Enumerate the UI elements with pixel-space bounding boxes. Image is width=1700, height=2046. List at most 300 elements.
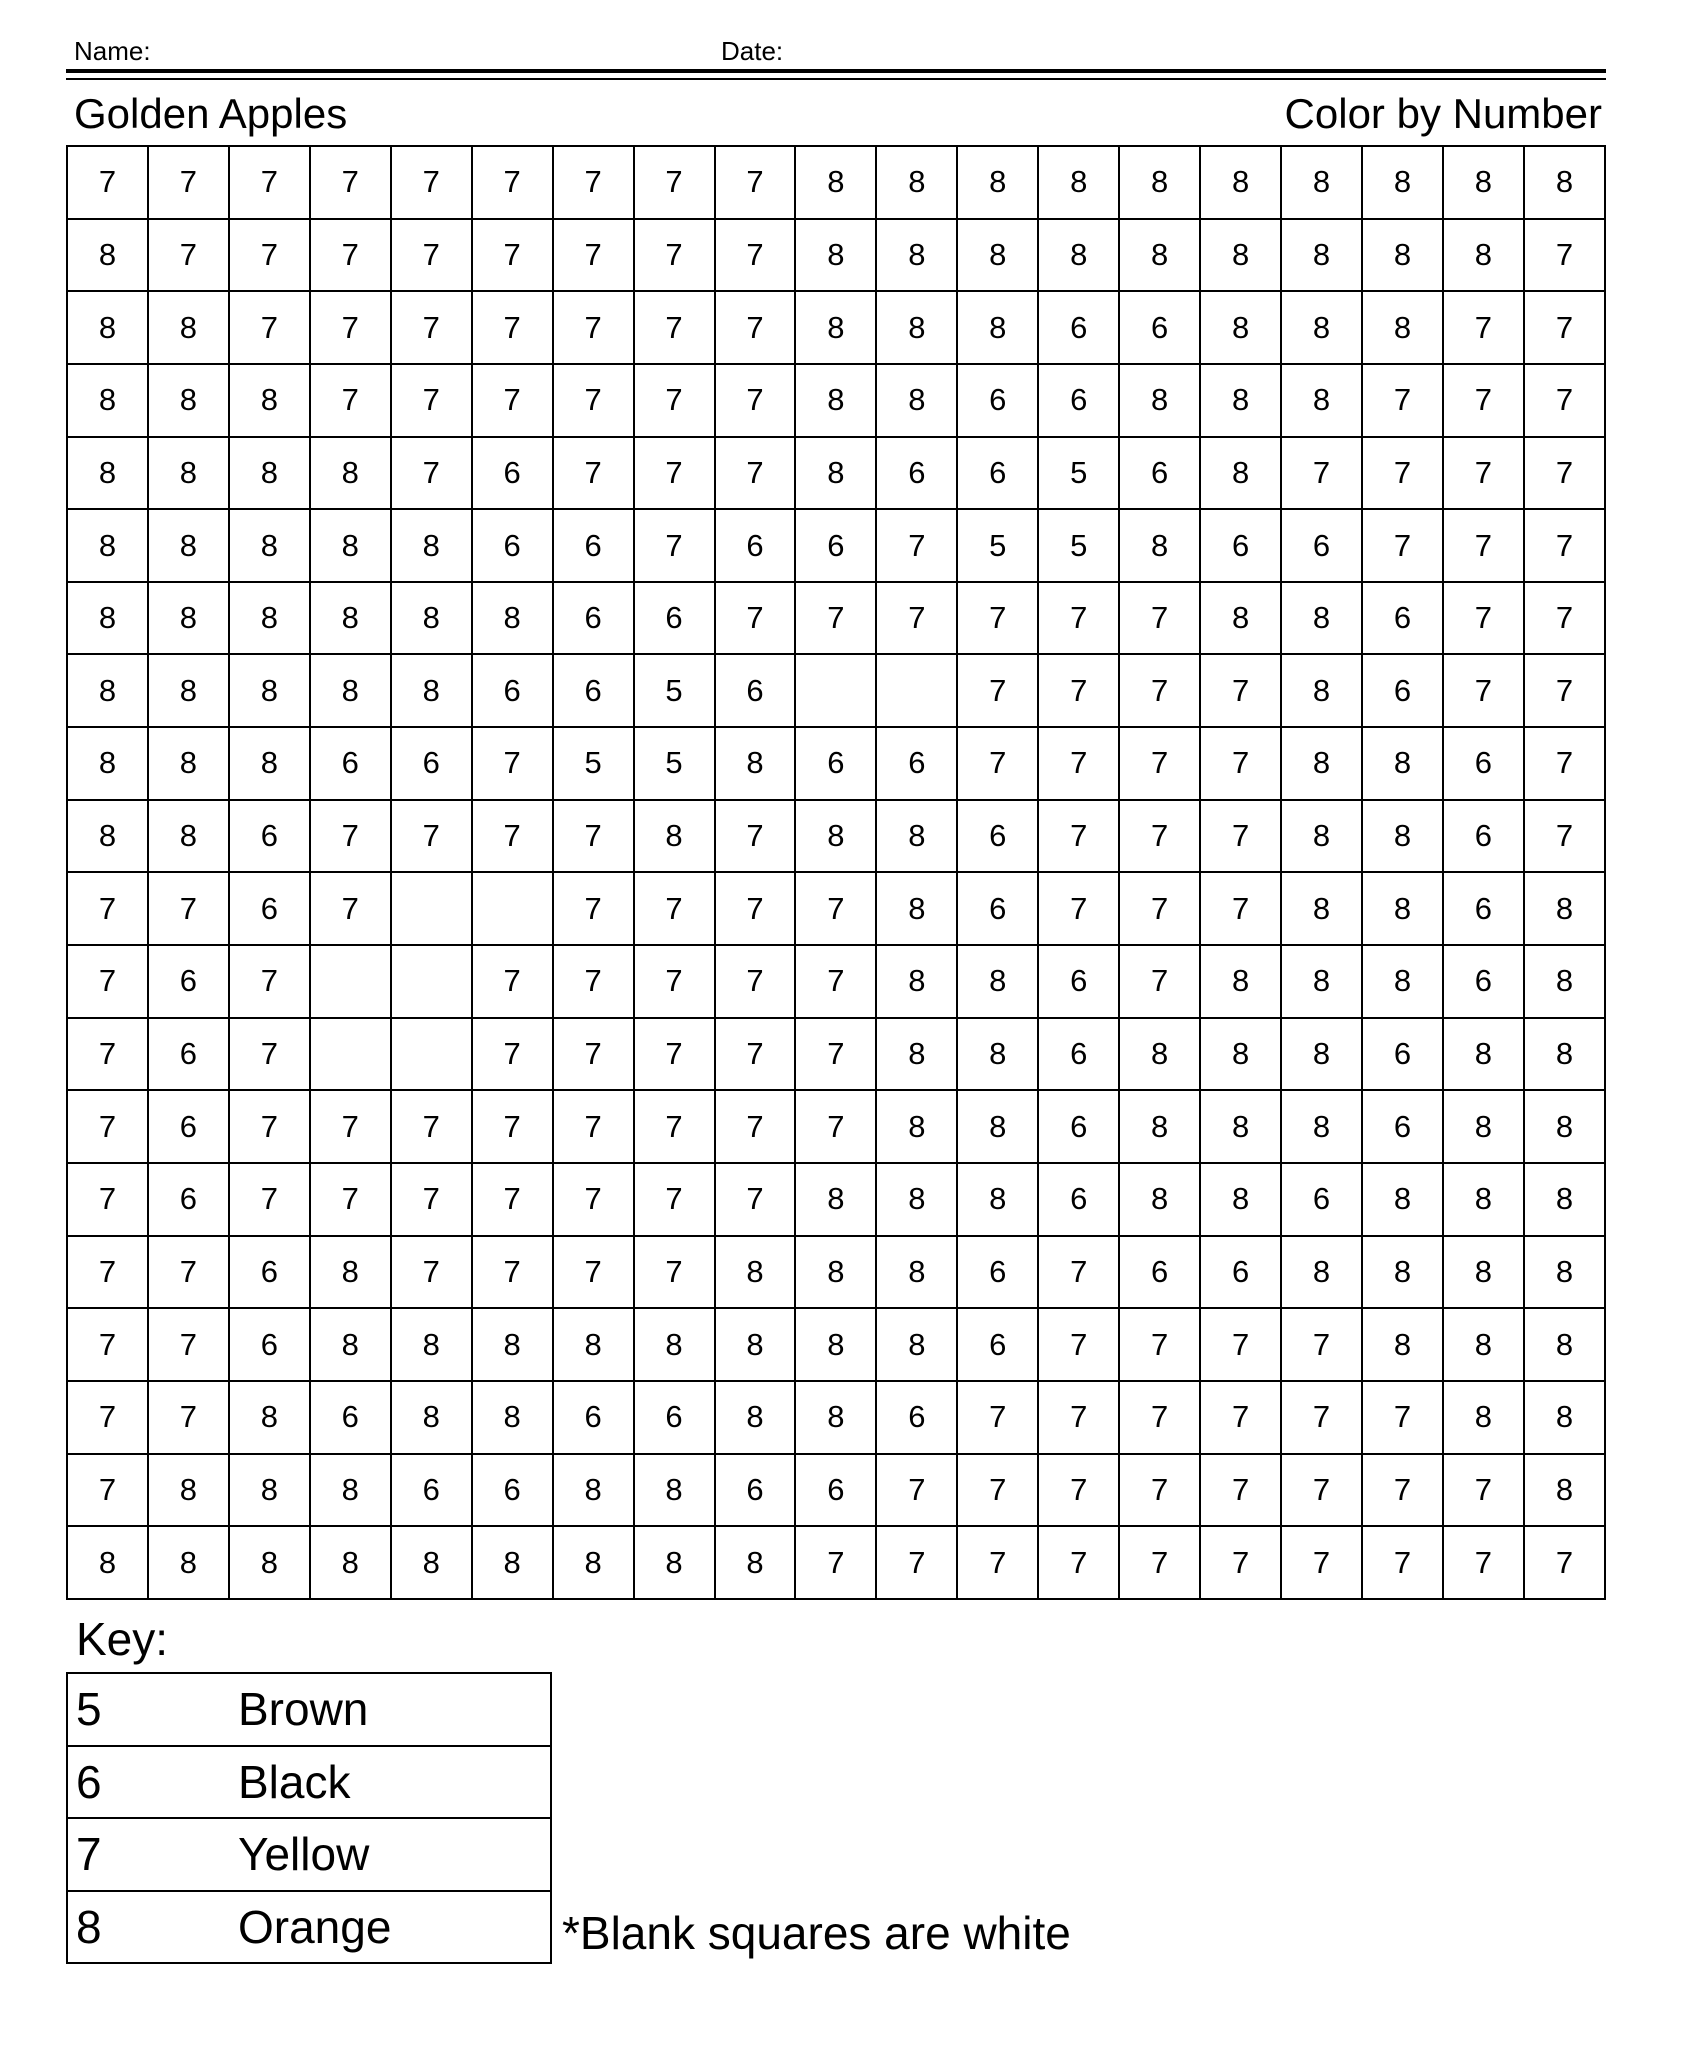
grid-cell: 8 [795, 146, 876, 219]
grid-cell: 7 [1362, 364, 1443, 437]
grid-cell: 8 [1524, 1454, 1605, 1527]
grid-cell: 8 [229, 364, 310, 437]
grid-cell: 6 [795, 509, 876, 582]
color-by-number-grid [66, 145, 1606, 1600]
grid-cell: 7 [67, 1454, 148, 1527]
grid-cell: 7 [229, 1090, 310, 1163]
grid-cell: 8 [1200, 1018, 1281, 1091]
grid-cell: 6 [553, 582, 634, 655]
grid-cell: 7 [715, 945, 796, 1018]
grid-cell: 8 [310, 1454, 391, 1527]
grid-cell: 8 [1524, 1018, 1605, 1091]
grid-cell: 7 [67, 1308, 148, 1381]
grid-cell: 8 [391, 654, 472, 727]
grid-cell: 7 [715, 219, 796, 292]
grid-cell: 7 [67, 1163, 148, 1236]
grid-cell: 8 [472, 1526, 553, 1599]
grid-cell: 7 [1200, 872, 1281, 945]
date-label: Date: [721, 36, 784, 66]
grid-cell: 7 [1119, 1308, 1200, 1381]
grid-cell: 7 [795, 582, 876, 655]
key-row [67, 1891, 551, 1964]
grid-cell: 7 [634, 872, 715, 945]
grid-cell: 7 [472, 1163, 553, 1236]
worksheet-title: Golden Apples [74, 90, 348, 137]
grid-cell: 7 [1281, 437, 1362, 510]
grid-cell: 8 [876, 800, 957, 873]
grid-cell: 6 [1443, 945, 1524, 1018]
grid-cell: 7 [472, 146, 553, 219]
grid-cell: 6 [1038, 1090, 1119, 1163]
grid-cell: 8 [1443, 146, 1524, 219]
grid-cell: 8 [148, 582, 229, 655]
grid-cell: 7 [67, 1381, 148, 1454]
grid-cell: 7 [148, 872, 229, 945]
grid-cell: 5 [634, 727, 715, 800]
grid-cell: 8 [1362, 800, 1443, 873]
grid-cell: 7 [1200, 1381, 1281, 1454]
grid-cell: 8 [1281, 727, 1362, 800]
grid-cell: 7 [634, 291, 715, 364]
grid-cell: 7 [553, 1236, 634, 1309]
grid-cell: 7 [1281, 1308, 1362, 1381]
key-number: 7 [67, 1818, 238, 1891]
grid-cell: 6 [1281, 509, 1362, 582]
grid-cell: 8 [229, 509, 310, 582]
key-color: Brown [238, 1673, 551, 1746]
grid-cell: 7 [1524, 654, 1605, 727]
grid-cell: 8 [1281, 219, 1362, 292]
grid-cell: 7 [715, 1163, 796, 1236]
grid-cell: 7 [67, 1236, 148, 1309]
grid-cell: 8 [472, 1381, 553, 1454]
grid-cell: 7 [1362, 437, 1443, 510]
grid-cell: 7 [634, 509, 715, 582]
grid-cell: 8 [1200, 291, 1281, 364]
grid-cell: 7 [229, 945, 310, 1018]
grid-row [67, 727, 1605, 800]
name-label: Name: [74, 36, 151, 66]
grid-cell: 6 [553, 1381, 634, 1454]
grid-cell: 8 [1119, 509, 1200, 582]
grid-cell: 8 [1200, 945, 1281, 1018]
grid-cell: 7 [876, 582, 957, 655]
grid-row [67, 872, 1605, 945]
grid-cell: 7 [229, 291, 310, 364]
grid-cell: 8 [1038, 146, 1119, 219]
grid-cell: 7 [957, 582, 1038, 655]
grid-cell: 8 [148, 437, 229, 510]
key-color: Black [238, 1746, 551, 1819]
grid-cell: 7 [957, 1526, 1038, 1599]
grid-cell: 7 [1443, 654, 1524, 727]
grid-cell: 7 [1524, 509, 1605, 582]
grid-cell: 6 [876, 437, 957, 510]
grid-cell: 7 [634, 364, 715, 437]
grid-cell: 6 [472, 654, 553, 727]
grid-cell: 8 [1524, 1090, 1605, 1163]
grid-cell: 6 [1119, 437, 1200, 510]
grid-cell: 7 [391, 219, 472, 292]
grid-cell: 8 [876, 1163, 957, 1236]
grid-row [67, 1018, 1605, 1091]
grid-cell: 7 [1038, 1381, 1119, 1454]
grid-cell: 7 [1038, 1454, 1119, 1527]
grid-cell: 7 [553, 146, 634, 219]
grid-cell: 8 [715, 1308, 796, 1381]
grid-cell: 8 [229, 582, 310, 655]
grid-cell: 7 [148, 219, 229, 292]
grid-cell: 7 [1119, 1454, 1200, 1527]
grid-cell: 6 [957, 872, 1038, 945]
grid-cell: 6 [1362, 582, 1443, 655]
grid-cell: 8 [1119, 146, 1200, 219]
grid-cell: 8 [67, 582, 148, 655]
grid-cell: 7 [1119, 945, 1200, 1018]
grid-cell: 7 [1038, 727, 1119, 800]
grid-row [67, 1381, 1605, 1454]
grid-cell: 6 [1038, 1018, 1119, 1091]
grid-cell: 7 [957, 1381, 1038, 1454]
grid-cell: 7 [67, 945, 148, 1018]
grid-cell: 8 [1119, 1090, 1200, 1163]
grid-cell: 6 [876, 1381, 957, 1454]
grid-cell: 6 [1443, 800, 1524, 873]
grid-cell: 7 [1524, 800, 1605, 873]
grid-cell: 6 [229, 872, 310, 945]
grid-cell: 8 [876, 291, 957, 364]
grid-cell: 8 [795, 219, 876, 292]
grid-cell: 6 [1038, 291, 1119, 364]
grid-cell: 8 [957, 1018, 1038, 1091]
grid-cell: 8 [148, 291, 229, 364]
grid-cell: 7 [1443, 1526, 1524, 1599]
grid-cell: 8 [1200, 219, 1281, 292]
grid-row [67, 1526, 1605, 1599]
grid-cell: 8 [634, 1454, 715, 1527]
grid-cell: 6 [229, 800, 310, 873]
grid-cell: 8 [957, 1163, 1038, 1236]
grid-cell: 8 [1362, 219, 1443, 292]
grid-cell: 7 [1524, 727, 1605, 800]
grid-cell: 8 [229, 1381, 310, 1454]
grid-cell: 8 [310, 1526, 391, 1599]
grid-cell: 6 [1281, 1163, 1362, 1236]
grid-cell: 7 [67, 872, 148, 945]
grid-cell: 8 [876, 219, 957, 292]
grid-cell: 8 [67, 509, 148, 582]
grid-cell: 8 [67, 364, 148, 437]
grid-cell: 8 [876, 1308, 957, 1381]
worksheet-subtitle: Color by Number [1284, 90, 1602, 137]
grid-cell [876, 654, 957, 727]
grid-cell: 7 [553, 800, 634, 873]
grid-cell: 6 [1443, 872, 1524, 945]
grid-cell: 7 [1038, 1236, 1119, 1309]
grid-cell: 7 [1038, 654, 1119, 727]
grid-cell: 7 [310, 291, 391, 364]
grid-cell: 7 [715, 872, 796, 945]
grid-cell: 8 [634, 1526, 715, 1599]
grid-cell: 8 [310, 1236, 391, 1309]
grid-cell: 7 [715, 437, 796, 510]
grid-cell: 7 [715, 364, 796, 437]
grid-cell: 7 [148, 1381, 229, 1454]
grid-cell: 8 [1524, 146, 1605, 219]
grid-cell: 8 [1119, 1163, 1200, 1236]
key-label: Key: [76, 1613, 169, 1665]
grid-cell: 7 [1119, 727, 1200, 800]
grid-cell: 8 [148, 1454, 229, 1527]
grid-cell: 8 [876, 146, 957, 219]
grid-cell: 8 [1200, 1163, 1281, 1236]
grid-cell: 8 [1281, 945, 1362, 1018]
grid-cell: 7 [553, 437, 634, 510]
grid-cell: 8 [957, 219, 1038, 292]
grid-cell: 7 [67, 1090, 148, 1163]
grid-cell: 8 [472, 1308, 553, 1381]
grid-cell: 7 [310, 1090, 391, 1163]
grid-cell: 7 [1362, 1454, 1443, 1527]
grid-cell: 8 [1281, 1090, 1362, 1163]
grid-cell: 7 [553, 1018, 634, 1091]
grid-cell: 7 [634, 1018, 715, 1091]
grid-cell: 8 [1281, 654, 1362, 727]
key-color: Yellow [238, 1818, 551, 1891]
grid-cell: 8 [1200, 582, 1281, 655]
grid-cell: 8 [1443, 1308, 1524, 1381]
grid-cell: 7 [472, 219, 553, 292]
grid-cell: 7 [1038, 872, 1119, 945]
grid-cell: 8 [1362, 945, 1443, 1018]
grid-cell: 8 [148, 654, 229, 727]
grid-cell: 8 [795, 1163, 876, 1236]
grid-cell: 8 [148, 364, 229, 437]
grid-cell: 8 [957, 291, 1038, 364]
grid-cell: 7 [472, 727, 553, 800]
grid-cell: 7 [1038, 1526, 1119, 1599]
grid-cell: 8 [229, 727, 310, 800]
grid-cell: 6 [1119, 1236, 1200, 1309]
grid-cell: 8 [310, 582, 391, 655]
grid-row [67, 1308, 1605, 1381]
grid-cell: 7 [634, 219, 715, 292]
grid-cell: 7 [310, 146, 391, 219]
grid-cell: 8 [1281, 291, 1362, 364]
grid-cell: 7 [715, 582, 796, 655]
grid-cell: 7 [1443, 437, 1524, 510]
grid-cell: 6 [957, 800, 1038, 873]
grid-cell: 7 [1281, 1454, 1362, 1527]
grid-cell: 7 [1281, 1381, 1362, 1454]
grid-cell: 8 [876, 1236, 957, 1309]
grid-cell: 7 [472, 364, 553, 437]
grid-cell: 8 [1362, 1308, 1443, 1381]
grid-row [67, 582, 1605, 655]
grid-row [67, 654, 1605, 727]
grid-row [67, 509, 1605, 582]
grid-cell: 8 [795, 291, 876, 364]
grid-row [67, 364, 1605, 437]
grid-cell: 7 [391, 364, 472, 437]
grid-cell: 7 [229, 146, 310, 219]
grid-cell [391, 945, 472, 1018]
grid-cell: 7 [310, 800, 391, 873]
grid-cell: 6 [715, 654, 796, 727]
grid-cell: 8 [715, 727, 796, 800]
grid-cell: 8 [1443, 1090, 1524, 1163]
grid-cell: 8 [1119, 1018, 1200, 1091]
grid-cell: 8 [553, 1454, 634, 1527]
grid-cell: 6 [795, 727, 876, 800]
grid-cell: 8 [1281, 146, 1362, 219]
grid-cell: 7 [957, 654, 1038, 727]
grid-cell: 8 [795, 364, 876, 437]
grid-cell: 8 [310, 437, 391, 510]
grid-cell: 6 [1038, 364, 1119, 437]
grid-cell: 7 [1119, 1381, 1200, 1454]
grid-cell: 8 [229, 1526, 310, 1599]
grid-cell: 8 [148, 727, 229, 800]
grid-cell: 8 [1200, 437, 1281, 510]
grid-cell: 7 [1200, 1308, 1281, 1381]
grid-cell: 7 [391, 1090, 472, 1163]
grid-cell: 8 [1443, 1381, 1524, 1454]
grid-cell: 5 [553, 727, 634, 800]
grid-cell: 7 [634, 1236, 715, 1309]
grid-cell: 8 [310, 654, 391, 727]
grid-cell: 8 [1281, 800, 1362, 873]
grid-cell: 7 [148, 1308, 229, 1381]
grid-cell: 8 [391, 1381, 472, 1454]
grid-cell: 7 [1524, 1526, 1605, 1599]
grid-cell: 8 [715, 1381, 796, 1454]
grid-cell: 8 [1362, 146, 1443, 219]
grid-row [67, 291, 1605, 364]
grid-cell: 8 [1362, 1236, 1443, 1309]
grid-cell: 6 [715, 1454, 796, 1527]
grid-cell: 6 [472, 509, 553, 582]
grid-cell: 8 [1524, 872, 1605, 945]
grid-cell: 7 [1119, 582, 1200, 655]
grid-cell: 7 [310, 219, 391, 292]
grid-cell: 7 [553, 1090, 634, 1163]
grid-cell [472, 872, 553, 945]
grid-cell: 7 [1038, 800, 1119, 873]
grid-cell: 8 [795, 1308, 876, 1381]
grid-cell: 7 [1119, 1526, 1200, 1599]
grid-cell: 8 [1524, 1236, 1605, 1309]
color-key-table [66, 1672, 552, 1964]
grid-cell: 8 [1281, 364, 1362, 437]
grid-cell: 6 [1119, 291, 1200, 364]
key-color: Orange [238, 1891, 551, 1964]
grid-cell: 7 [715, 146, 796, 219]
grid-cell: 8 [1443, 1018, 1524, 1091]
grid-cell: 6 [553, 654, 634, 727]
grid-cell: 7 [1200, 727, 1281, 800]
grid-cell: 6 [876, 727, 957, 800]
grid-cell: 6 [715, 509, 796, 582]
grid-cell: 8 [1362, 1163, 1443, 1236]
grid-cell: 6 [957, 437, 1038, 510]
grid-cell: 8 [1200, 1090, 1281, 1163]
grid-cell: 8 [148, 1526, 229, 1599]
grid-cell: 8 [67, 291, 148, 364]
grid-cell: 8 [795, 1381, 876, 1454]
grid-cell: 7 [957, 727, 1038, 800]
grid-cell: 7 [1524, 291, 1605, 364]
grid-cell: 7 [148, 1236, 229, 1309]
grid-cell: 7 [634, 1090, 715, 1163]
grid-cell: 7 [553, 872, 634, 945]
grid-cell: 6 [391, 727, 472, 800]
grid-cell: 8 [795, 800, 876, 873]
grid-cell: 6 [148, 1090, 229, 1163]
grid-cell: 6 [229, 1308, 310, 1381]
grid-cell: 7 [391, 1163, 472, 1236]
grid-cell: 8 [876, 872, 957, 945]
grid-cell: 7 [795, 945, 876, 1018]
grid-cell: 5 [634, 654, 715, 727]
grid-cell: 7 [634, 1163, 715, 1236]
grid-cell: 7 [795, 1526, 876, 1599]
grid-cell: 6 [472, 1454, 553, 1527]
grid-cell: 7 [553, 1163, 634, 1236]
grid-cell: 7 [1200, 1526, 1281, 1599]
grid-row [67, 800, 1605, 873]
grid-cell: 6 [1443, 727, 1524, 800]
grid-cell: 7 [1200, 800, 1281, 873]
grid-row [67, 945, 1605, 1018]
grid-cell: 7 [391, 800, 472, 873]
grid-cell: 8 [1038, 219, 1119, 292]
grid-cell: 7 [1200, 1454, 1281, 1527]
grid-cell: 6 [1362, 654, 1443, 727]
grid-cell: 7 [1119, 872, 1200, 945]
grid-cell: 8 [1524, 945, 1605, 1018]
grid-cell: 8 [229, 437, 310, 510]
grid-cell: 7 [472, 291, 553, 364]
grid-row [67, 1163, 1605, 1236]
grid-cell [391, 872, 472, 945]
key-number: 5 [67, 1673, 238, 1746]
grid-cell: 7 [310, 1163, 391, 1236]
grid-cell: 7 [553, 945, 634, 1018]
grid-cell: 5 [1038, 509, 1119, 582]
grid-cell: 7 [634, 437, 715, 510]
grid-cell: 5 [1038, 437, 1119, 510]
grid-cell: 7 [472, 1018, 553, 1091]
grid-cell [391, 1018, 472, 1091]
key-row [67, 1746, 551, 1819]
grid-row [67, 146, 1605, 219]
grid-cell: 6 [634, 1381, 715, 1454]
grid-cell: 8 [795, 437, 876, 510]
grid-cell: 8 [553, 1308, 634, 1381]
key-number: 8 [67, 1891, 238, 1964]
grid-cell: 6 [957, 1308, 1038, 1381]
grid-cell: 8 [715, 1236, 796, 1309]
grid-cell: 7 [876, 509, 957, 582]
grid-cell: 8 [1443, 219, 1524, 292]
grid-cell: 8 [67, 727, 148, 800]
grid-cell: 7 [1443, 364, 1524, 437]
grid-cell: 8 [876, 364, 957, 437]
grid-row [67, 1090, 1605, 1163]
grid-cell: 7 [553, 219, 634, 292]
grid-cell: 8 [1119, 219, 1200, 292]
